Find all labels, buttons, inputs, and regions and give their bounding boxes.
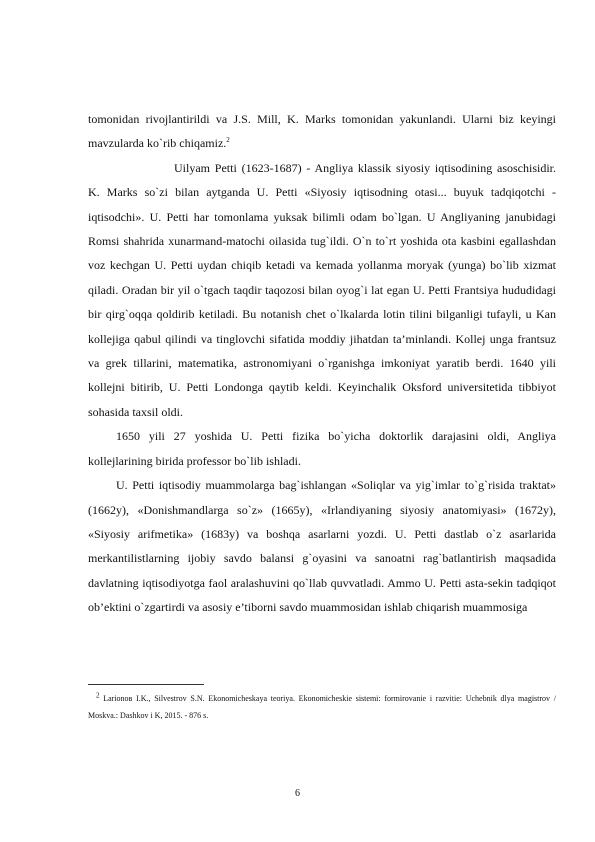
paragraph-text: tomonidan rivojlantirildi va J.S. Mill, K. Marks tomonidan yakunlandi. Ularni biz keyingi mavzularda ko`rib chiqamiz. xyxy=(88,112,556,151)
page-number: 6 xyxy=(295,788,300,799)
footnote-text: Larionoв I.K., Silvestrov S.N. Ekonomicheskaya teoriya. Ekonomicheskie sistemi: formirovanie i razvitie: Uchebnik dlya magistrov / Moskva.: Dashkov i K, 2015. - 876 s. xyxy=(88,694,556,720)
paragraph-doctorate: 1650 yili 27 yoshida U. Petti fizika bo`yicha doktorlik darajasini oldi, Angliya kollejlarining birida professor bo`lib ishladi. xyxy=(88,429,556,468)
paragraph-continuation xyxy=(88,107,556,156)
paragraph-petti-biography: Uilyam Petti (1623-1687) - Angliya klassik siyosiy iqtisodining asoschisidir. K. Marks so`zi bilan aytganda U. Petti «Siyosiy iqtisodning otasi... buyuk tadqiqotchi -iqtisodchi». U. Petti har tomonlama yuksak bilimli odam bo`lgan. U Angliyaning janubidagi Romsi shahrida xunarmand-matochi oilasida tug`ildi. O`n to`rt yoshida ota kasbini egallashdan voz kechgan U. Petti uydan chiqib ketadi va kemada yollanma moryak (yunga) bo`lib xizmat qiladi. Oradan bir yil o`tgach taqdir taqozosi bilan oyog`i lat egan U. Petti Frantsiya hududidagi bir qirg`oqqa qoldirib ketiladi. Bu notanish chet o`lkalarda lotin tilini bilganligi tufayli, u Kan kollejiga qabul qilindi va tinglovchi sifatida moddiy jihatdan ta’minlandi. Kollej unga frantsuz va grek tillarini, matematika, astronomiyani o`rganishga imkoniyat yaratib berdi. 1640 yili kollejni bitirib, U. Petti Londonga qaytib keldi. Keyinchalik Oksford universitetida tibbiyot sohasida taxsil oldi. xyxy=(88,160,556,419)
paragraph-works: U. Petti iqtisodiy muammolarga bag`ishlangan «Soliqlar va yig`imlar to`g`risida traktat» (1662y), «Donishmandlarga so`z» (1665y), «Irlandiyaning siyosiy anatomiyasi» (1672y), «Siyosiy arifmetika» (1683y) va boshqa asarlarni yozdi. U. Petti dastlab o`z asarlarida merkantilistlarning ijobiy savdo balansi g`oyasini va sanoatni rag`batlantirish maqsadida davlatning iqtisodiyotga faol aralashuvini qo`llab quvvatladi. Ammo U. Petti asta-sekin tadqiqot ob’ektini o`zgartirdi va asosiy e’tiborni savdo muammosidan ishlab chiqarish muammosiga xyxy=(88,478,556,615)
footnote-number: 2 xyxy=(96,691,100,700)
footnote-reference[interactable]: 2 xyxy=(226,136,230,145)
footnote xyxy=(88,690,556,724)
body-text xyxy=(88,107,556,620)
footnote-divider xyxy=(88,684,204,685)
